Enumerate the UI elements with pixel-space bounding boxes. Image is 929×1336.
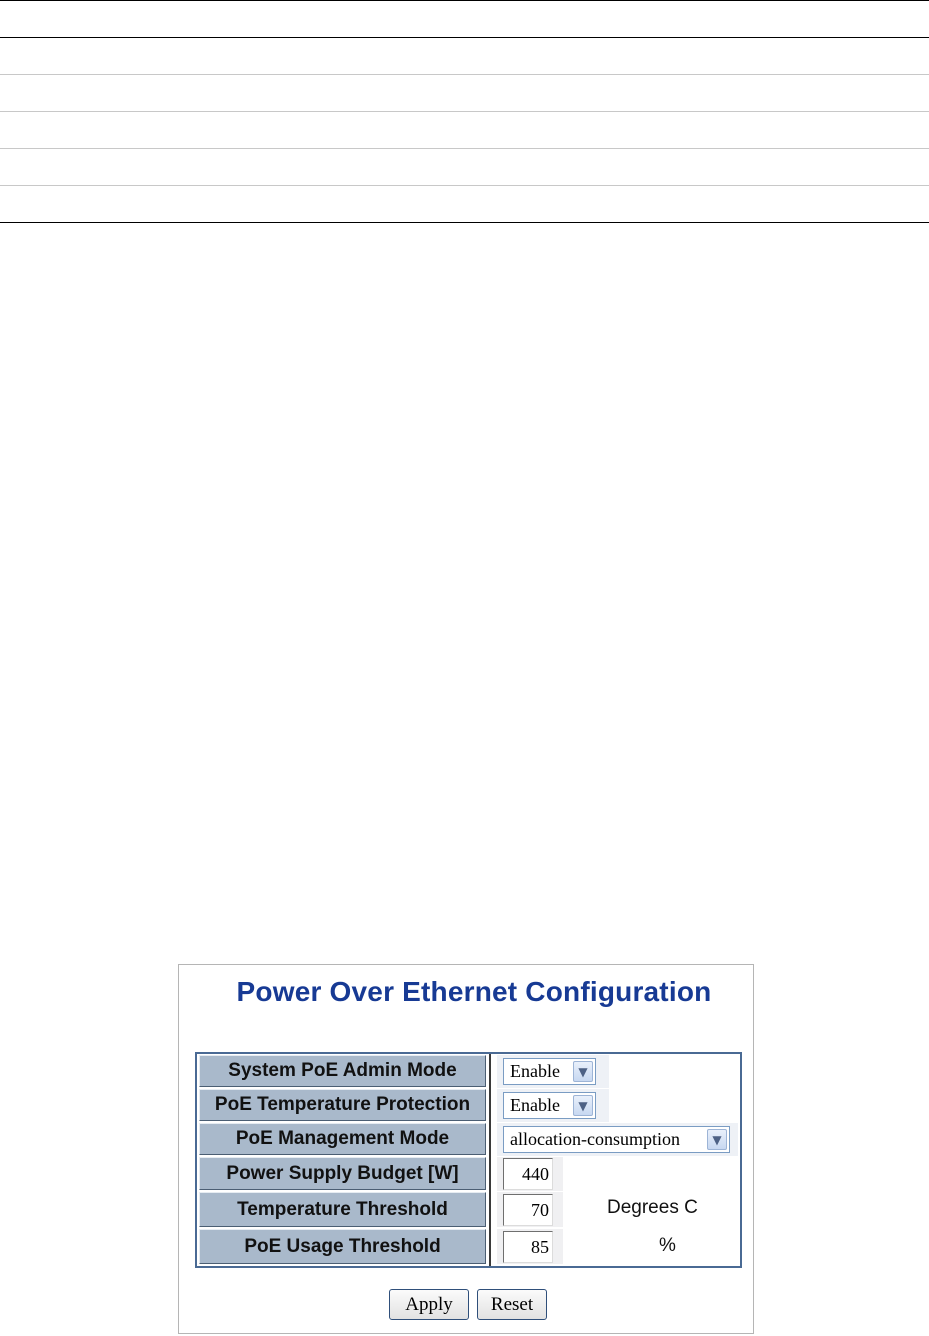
chevron-down-icon[interactable]: ▼	[707, 1129, 727, 1150]
label-poe-management-mode: PoE Management Mode	[199, 1123, 486, 1155]
poe-configuration-panel	[178, 964, 754, 1334]
reset-button[interactable]: Reset	[477, 1289, 547, 1320]
page-title: Power Over Ethernet Configuration	[236, 976, 712, 1007]
system-poe-admin-mode-select[interactable]	[503, 1058, 596, 1085]
apply-button[interactable]: Apply	[389, 1289, 469, 1320]
select-value: allocation-consumption	[510, 1129, 680, 1149]
temperature-threshold-input[interactable]: 70	[503, 1194, 553, 1226]
temperature-unit-label: Degrees C	[607, 1197, 698, 1218]
table-top-rule	[0, 0, 929, 1]
column-divider	[489, 1054, 491, 1266]
poe-config-table	[195, 1052, 742, 1268]
chevron-down-icon[interactable]: ▼	[573, 1061, 593, 1082]
poe-usage-threshold-input[interactable]: 85	[503, 1231, 553, 1263]
table-row-rule	[0, 185, 929, 186]
table-row-rule	[0, 111, 929, 112]
chevron-down-icon[interactable]: ▼	[573, 1095, 593, 1116]
table-bottom-rule	[0, 222, 929, 223]
usage-unit-label: %	[659, 1235, 676, 1256]
select-value: Enable	[510, 1061, 560, 1081]
label-poe-usage-threshold: PoE Usage Threshold	[199, 1229, 486, 1264]
label-poe-temperature-protection: PoE Temperature Protection	[199, 1089, 486, 1121]
select-value: Enable	[510, 1095, 560, 1115]
label-temperature-threshold: Temperature Threshold	[199, 1192, 486, 1227]
table-row-rule	[0, 148, 929, 149]
label-power-supply-budget: Power Supply Budget [W]	[199, 1157, 486, 1190]
poe-temperature-protection-select[interactable]	[503, 1092, 596, 1119]
table-row-rule	[0, 74, 929, 75]
label-system-poe-admin-mode: System PoE Admin Mode	[199, 1055, 486, 1087]
table-header-rule	[0, 37, 929, 38]
poe-management-mode-select[interactable]	[503, 1126, 730, 1153]
power-supply-budget-input[interactable]: 440	[503, 1158, 553, 1190]
